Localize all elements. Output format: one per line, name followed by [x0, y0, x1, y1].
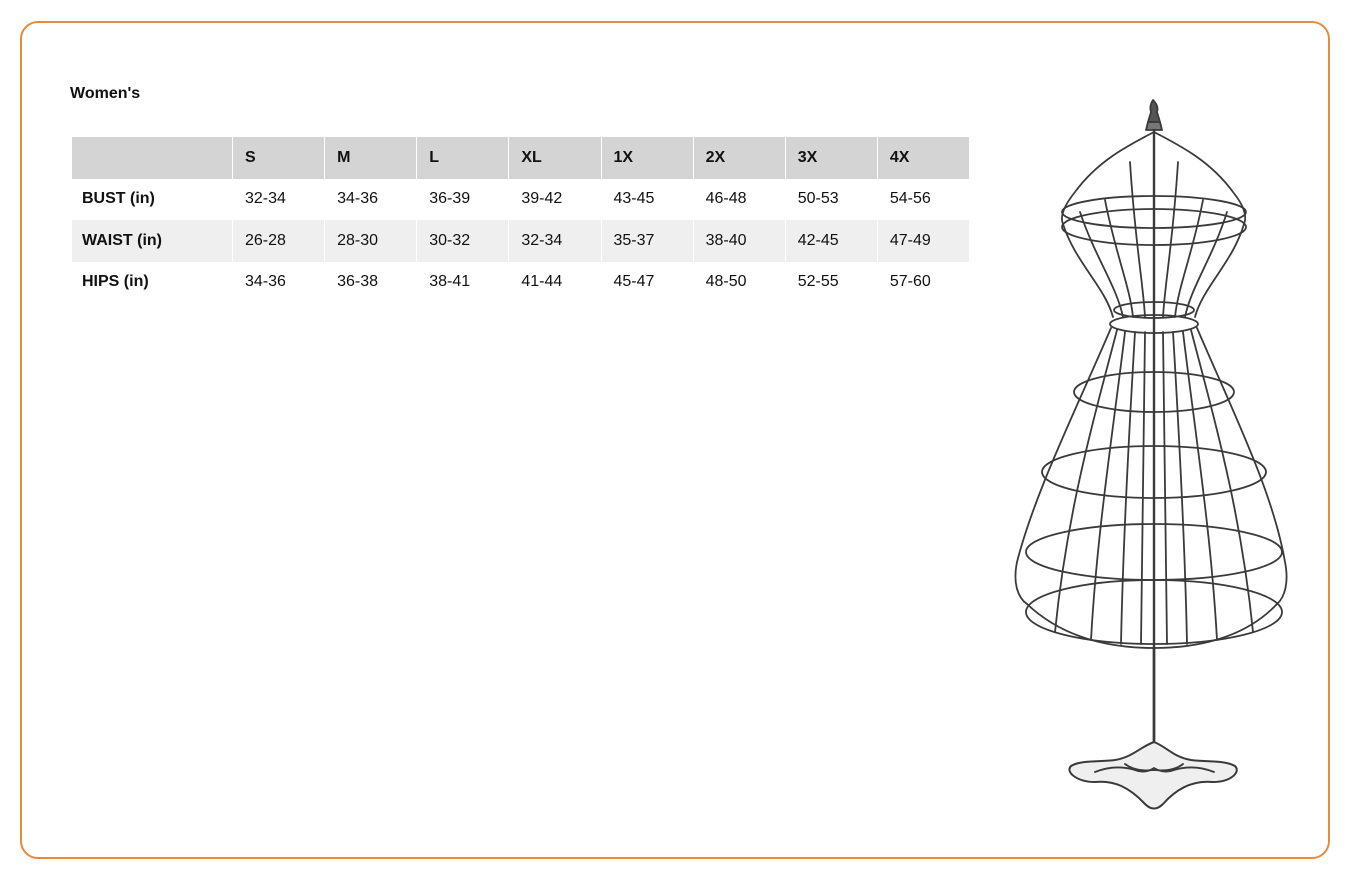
table-cell: 38-40 — [693, 220, 785, 262]
size-header-4x: 4X — [877, 137, 969, 179]
size-header-l: L — [416, 137, 508, 179]
table-row-bust — [72, 179, 969, 221]
size-chart-table — [72, 137, 969, 303]
table-cell: 32-34 — [508, 220, 600, 262]
size-header-xl: XL — [508, 137, 600, 179]
table-cell: 57-60 — [877, 262, 969, 304]
table-cell: 45-47 — [601, 262, 693, 304]
table-row-waist — [72, 220, 969, 262]
table-cell: 50-53 — [785, 179, 877, 221]
table-cell: 54-56 — [877, 179, 969, 221]
table-cell: 43-45 — [601, 179, 693, 221]
table-cell: 39-42 — [508, 179, 600, 221]
table-cell: 46-48 — [693, 179, 785, 221]
size-header-3x: 3X — [785, 137, 877, 179]
table-cell: 34-36 — [324, 179, 416, 221]
table-cell: 42-45 — [785, 220, 877, 262]
row-label-bust: BUST (in) — [82, 190, 155, 208]
table-cell: 28-30 — [324, 220, 416, 262]
table-cell: 36-39 — [416, 179, 508, 221]
table-cell: 48-50 — [693, 262, 785, 304]
table-cell: 36-38 — [324, 262, 416, 304]
table-cell: 30-32 — [416, 220, 508, 262]
table-cell: 52-55 — [785, 262, 877, 304]
table-cell: 32-34 — [232, 179, 324, 221]
size-header-1x: 1X — [601, 137, 693, 179]
section-title: Women's — [70, 85, 141, 102]
corner-cell — [72, 137, 232, 179]
size-header-s: S — [232, 137, 324, 179]
dress-form-icon — [1005, 92, 1295, 817]
table-cell: 26-28 — [232, 220, 324, 262]
table-cell: 38-41 — [416, 262, 508, 304]
table-cell: 34-36 — [232, 262, 324, 304]
table-row-hips — [72, 262, 969, 304]
size-header-row — [72, 137, 969, 179]
size-header-2x: 2X — [693, 137, 785, 179]
row-label-hips: HIPS (in) — [82, 273, 149, 291]
size-header-m: M — [324, 137, 416, 179]
table-cell: 35-37 — [601, 220, 693, 262]
table-cell: 47-49 — [877, 220, 969, 262]
row-label-waist: WAIST (in) — [72, 220, 232, 262]
table-cell: 41-44 — [508, 262, 600, 304]
